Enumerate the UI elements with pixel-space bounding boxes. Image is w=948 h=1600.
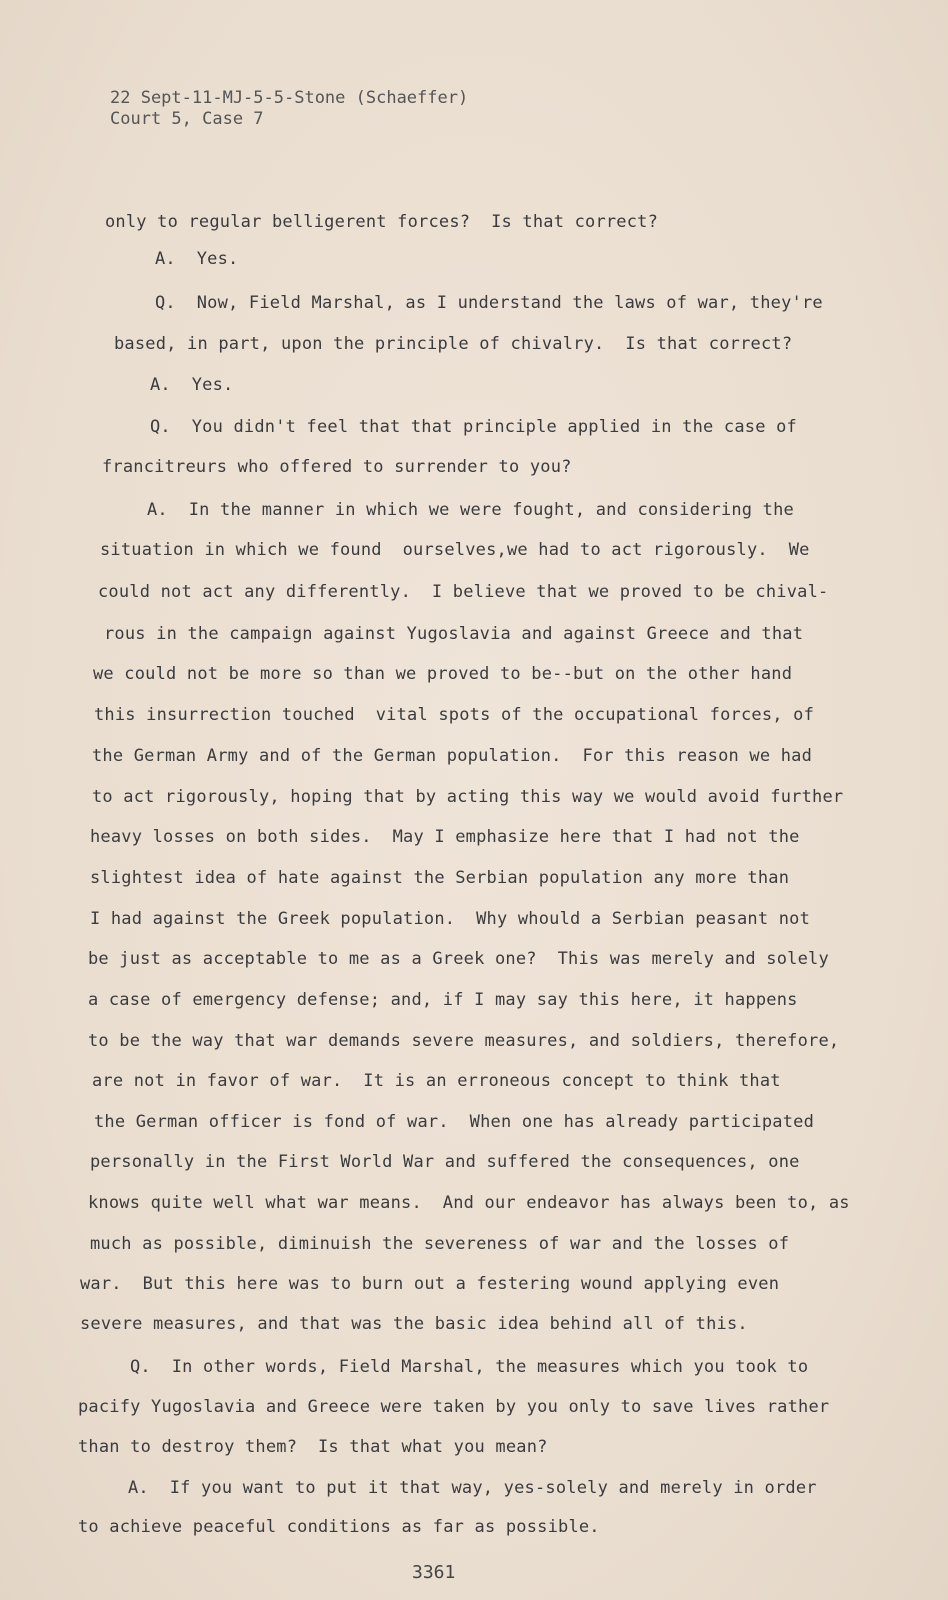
- text-line: than to destroy them? Is that what you mean?: [78, 1437, 548, 1457]
- text-line: Q. Now, Field Marshal, as I understand the laws of war, they're: [155, 293, 823, 313]
- text-line: to act rigorously, hoping that by acting this way we would avoid further: [92, 787, 844, 807]
- text-line: A. In the manner in which we were fought, and considering the: [147, 500, 794, 520]
- text-line: could not act any differently. I believe that we proved to be chival-: [98, 582, 829, 602]
- text-line: severe measures, and that was the basic idea behind all of this.: [80, 1314, 748, 1334]
- text-line: A. Yes.: [155, 249, 239, 269]
- text-line: much as possible, diminuish the severeness of war and the losses of: [90, 1234, 790, 1254]
- text-line: to be the way that war demands severe measures, and soldiers, therefore,: [88, 1031, 840, 1051]
- text-line: slightest idea of hate against the Serbian population any more than: [90, 868, 790, 888]
- text-line: A. Yes.: [150, 375, 234, 395]
- text-line: war. But this here was to burn out a festering wound applying even: [80, 1274, 780, 1294]
- text-line: rous in the campaign against Yugoslavia and against Greece and that: [104, 624, 804, 644]
- text-line: we could not be more so than we proved to be--but on the other hand: [93, 664, 793, 684]
- text-line: knows quite well what war means. And our endeavor has always been to, as: [88, 1193, 850, 1213]
- document-header: [110, 88, 468, 130]
- text-line: I had against the Greek population. Why whould a Serbian peasant not: [90, 909, 811, 929]
- text-line: a case of emergency defense; and, if I may say this here, it happens: [88, 990, 798, 1010]
- text-line: heavy losses on both sides. May I emphasize here that I had not the: [90, 827, 800, 847]
- text-line: this insurrection touched vital spots of the occupational forces, of: [94, 705, 815, 725]
- text-line: to achieve peaceful conditions as far as possible.: [78, 1517, 600, 1537]
- text-line: are not in favor of war. It is an erroneous concept to think that: [92, 1071, 781, 1091]
- text-line: francitreurs who offered to surrender to you?: [102, 457, 572, 477]
- text-line: A. If you want to put it that way, yes-solely and merely in order: [128, 1478, 817, 1498]
- header-line-court: Court 5, Case 7: [110, 109, 264, 129]
- header-line-date: 22 Sept-11-MJ-5-5-Stone (Schaeffer): [110, 88, 469, 108]
- text-line: only to regular belligerent forces? Is that correct?: [105, 212, 659, 232]
- text-line: be just as acceptable to me as a Greek one? This was merely and solely: [88, 949, 829, 969]
- text-line: Q. In other words, Field Marshal, the measures which you took to: [130, 1357, 809, 1377]
- text-line: Q. You didn't feel that that principle applied in the case of: [150, 417, 797, 437]
- page-number: 3361: [412, 1562, 456, 1583]
- text-line: pacify Yugoslavia and Greece were taken by you only to save lives rather: [78, 1397, 830, 1417]
- text-line: situation in which we found ourselves,we had to act rigorously. We: [100, 540, 810, 560]
- text-line: based, in part, upon the principle of chivalry. Is that correct?: [114, 334, 793, 354]
- text-line: the German officer is fond of war. When one has already participated: [94, 1112, 815, 1132]
- text-line: the German Army and of the German population. For this reason we had: [92, 746, 813, 766]
- text-line: personally in the First World War and suffered the consequences, one: [90, 1152, 800, 1172]
